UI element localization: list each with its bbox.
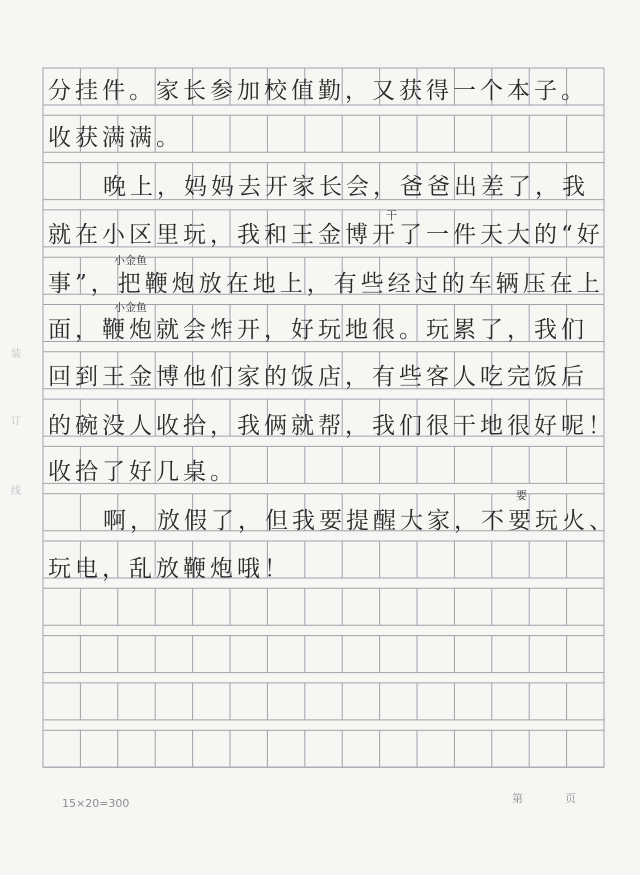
grid-row — [43, 730, 604, 767]
text-line-1: 分挂件。家长参加校值勤，又获得一个本子。 — [48, 78, 588, 104]
annotation-correction-yao: 要 — [516, 489, 527, 502]
margin-mark-zhuang: 装 — [11, 349, 21, 360]
text-line-5: 事”，把鞭炮放在地上，有些经过的车辆压在上 — [48, 271, 604, 297]
grid-spec-label: 15×20=300 — [62, 797, 130, 810]
annotation-xiaojinyu-1: 小金鱼 — [114, 254, 147, 267]
text-line-2: 收获满满。 — [48, 125, 183, 151]
grid-row — [43, 588, 604, 625]
text-line-10: 啊，放假了，但我要提醒大家，不要玩火、 — [76, 508, 616, 534]
grid-row — [43, 636, 604, 673]
text-line-4: 就在小区里玩，我和王金博开了一件天大的“好 — [48, 222, 604, 248]
text-line-7: 回到王金博他们家的饭店，有些客人吃完饭后 — [48, 364, 588, 390]
text-line-8: 的碗没人收拾，我俩就帮，我们很干地很好呢！ — [48, 413, 615, 439]
text-line-3: 晚上，妈妈去开家长会，爸爸出差了，我 — [76, 174, 589, 200]
margin-mark-xian: 线 — [11, 486, 21, 497]
text-line-11: 玩电，乱放鞭炮哦！ — [48, 556, 291, 582]
text-line-6: 面，鞭炮就会炸开，好玩地很。玩累了，我们 — [48, 317, 588, 343]
annotation-correction-gan: 干 — [386, 209, 397, 222]
grid-row — [43, 683, 604, 720]
margin-mark-ding: 订 — [11, 416, 21, 427]
annotation-xiaojinyu-2: 小金鱼 — [114, 301, 147, 314]
text-line-9: 收拾了好几桌。 — [48, 459, 237, 485]
page-number-label-di: 第 — [512, 792, 523, 805]
page-number-label-ye: 页 — [565, 792, 576, 805]
